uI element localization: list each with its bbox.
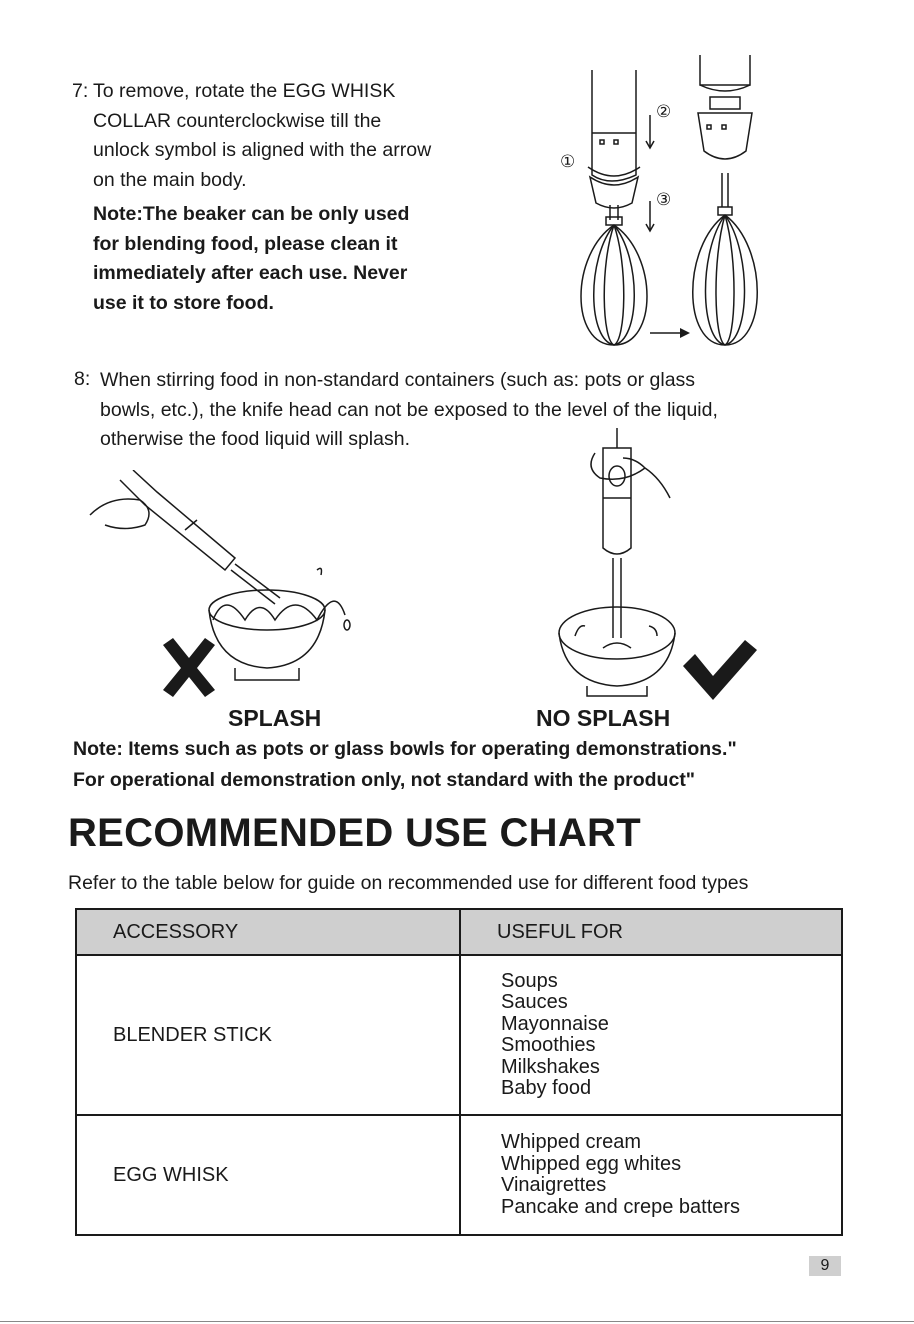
accessory-cell: BLENDER STICK bbox=[76, 955, 460, 1115]
beaker-note bbox=[93, 200, 409, 318]
step8-number: 8: bbox=[74, 368, 91, 390]
use-item: Soups bbox=[501, 969, 558, 992]
chart-heading: RECOMMENDED USE CHART bbox=[68, 811, 641, 855]
use-item: Sauces bbox=[501, 991, 568, 1013]
check-mark-icon bbox=[683, 640, 757, 700]
recommended-use-table bbox=[75, 908, 843, 1236]
whisk-removal-illustration bbox=[550, 55, 780, 360]
no-splash-illustration bbox=[545, 428, 765, 708]
callout-2: ② bbox=[656, 102, 672, 122]
no-splash-label: NO SPLASH bbox=[536, 705, 671, 731]
use-item: Smoothies bbox=[501, 1034, 596, 1056]
step7-line: unlock symbol is aligned with the arrow bbox=[93, 139, 432, 161]
use-item: Mayonnaise bbox=[501, 1012, 609, 1035]
step8-line: bowls, etc.), the knife head can not be exposed to the level of the liquid, bbox=[100, 398, 718, 421]
uses-cell bbox=[460, 1115, 842, 1235]
bottom-divider bbox=[0, 1321, 914, 1322]
header-useful-for: USEFUL FOR bbox=[460, 909, 842, 955]
step7-line: on the main body. bbox=[93, 168, 247, 191]
table-header-row bbox=[76, 909, 842, 955]
use-item: Milkshakes bbox=[501, 1055, 600, 1078]
use-item: Whipped cream bbox=[501, 1131, 642, 1153]
demo-note-line: Note: Items such as pots or glass bowls for operating demonstrations." bbox=[73, 738, 737, 760]
demo-note-line: For operational demonstration only, not standard with the product" bbox=[73, 769, 696, 791]
accessory-cell: EGG WHISK bbox=[76, 1115, 460, 1235]
page-number: 9 bbox=[809, 1256, 841, 1276]
table-row bbox=[76, 955, 842, 1115]
beaker-note-line: use it to store food. bbox=[93, 291, 274, 314]
callout-3: ③ bbox=[656, 190, 672, 210]
table-row bbox=[76, 1115, 842, 1235]
step8-line: otherwise the food liquid will splash. bbox=[100, 428, 411, 450]
use-item: Baby food bbox=[501, 1077, 592, 1099]
step7-text bbox=[93, 77, 431, 195]
demo-note bbox=[73, 734, 737, 796]
beaker-note-line: Note:The beaker can be only used bbox=[93, 203, 410, 225]
use-item: Pancake and crepe batters bbox=[501, 1195, 741, 1218]
callout-1: ① bbox=[560, 152, 576, 172]
step7-number: 7: bbox=[72, 80, 89, 102]
use-item: Vinaigrettes bbox=[501, 1174, 607, 1196]
chart-intro: Refer to the table below for guide on recommended use for different food types bbox=[68, 872, 749, 894]
splash-illustration bbox=[85, 470, 385, 705]
beaker-note-line: immediately after each use. Never bbox=[93, 262, 408, 284]
header-accessory: ACCESSORY bbox=[76, 909, 460, 955]
step7-line: COLLAR counterclockwise till the bbox=[93, 109, 382, 132]
step7-line: To remove, rotate the EGG WHISK bbox=[93, 80, 396, 102]
x-mark-icon bbox=[163, 638, 215, 697]
beaker-note-line: for blending food, please clean it bbox=[93, 232, 398, 255]
use-item: Whipped egg whites bbox=[501, 1152, 682, 1175]
uses-cell bbox=[460, 955, 842, 1115]
splash-label: SPLASH bbox=[228, 705, 322, 731]
step8-line: When stirring food in non-standard containers (such as: pots or glass bbox=[100, 369, 696, 391]
